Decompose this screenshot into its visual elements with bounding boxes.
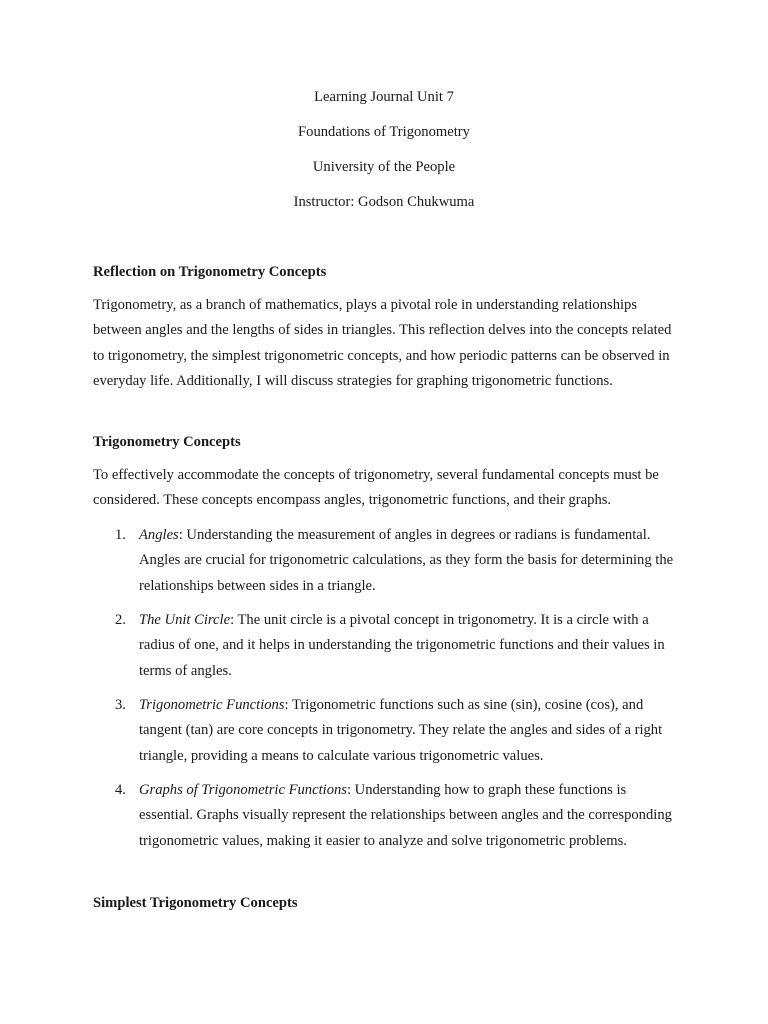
section-heading-reflection: Reflection on Trigonometry Concepts [93,264,327,280]
list-item-text: : Trigonometric functions such as sine (sin), cosine (cos), and tangent (tan) are core concepts in trigonometry. They relate the angles and sides of a right triangle, providing a means to calculate various trigonometric values. [139,697,663,764]
list-item [115,693,675,769]
section-heading-trig-concepts: Trigonometry Concepts [93,434,241,450]
list-item-body [139,523,675,599]
university-name: University of the People [312,159,456,175]
reflection-paragraph: Trigonometry, as a branch of mathematics, plays a pivotal role in understanding relationships between angles and the lengths of sides in triangles. This reflection delves into the concepts related to trigonometry, the simplest trigonometric concepts, and how periodic patterns can be observed in everyday life. Additionally, I will discuss strategies for graphing trigonometric functions. [93,297,672,389]
list-item-number: 3. [115,697,126,713]
list-item-text: : The unit circle is a pivotal concept in trigonometry. It is a circle with a radius of one, and it helps in understanding the trigonometric functions and their values in terms of angles. [139,612,665,679]
list-item-number: 4. [115,782,126,798]
section-heading-simplest-concepts: Simplest Trigonometry Concepts [93,895,298,911]
course-name: Foundations of Trigonometry [298,124,470,140]
list-item-number: 1. [115,527,126,543]
list-item-number: 2. [115,612,126,628]
list-item-body [139,608,675,684]
list-item-body [139,778,675,854]
trig-concepts-paragraph: To effectively accommodate the concepts of trigonometry, several fundamental concepts must be considered. These concepts encompass angles, trigonometric functions, and their graphs. [93,467,659,509]
list-item-term: Trigonometric Functions [139,697,285,713]
list-item [115,608,675,684]
list-item-text: : Understanding the measurement of angles in degrees or radians is fundamental. Angles are crucial for trigonometric calculations, as they form the basis for determining the relationships between sides in a triangle. [139,527,674,594]
instructor-name: Instructor: Godson Chukwuma [293,194,475,210]
list-item-body [139,693,675,769]
list-item [115,778,675,854]
list-item [115,523,675,599]
list-item-text: : Understanding how to graph these functions is essential. Graphs visually represent the relationships between angles and the corresponding trigonometric values, making it easier to analyze and solve trigonometric problems. [139,782,672,849]
document-title: Learning Journal Unit 7 [314,89,454,105]
list-item-term: Angles [139,527,179,543]
list-item-term: The Unit Circle [139,612,231,628]
list-item-term: Graphs of Trigonometric Functions [139,782,347,798]
